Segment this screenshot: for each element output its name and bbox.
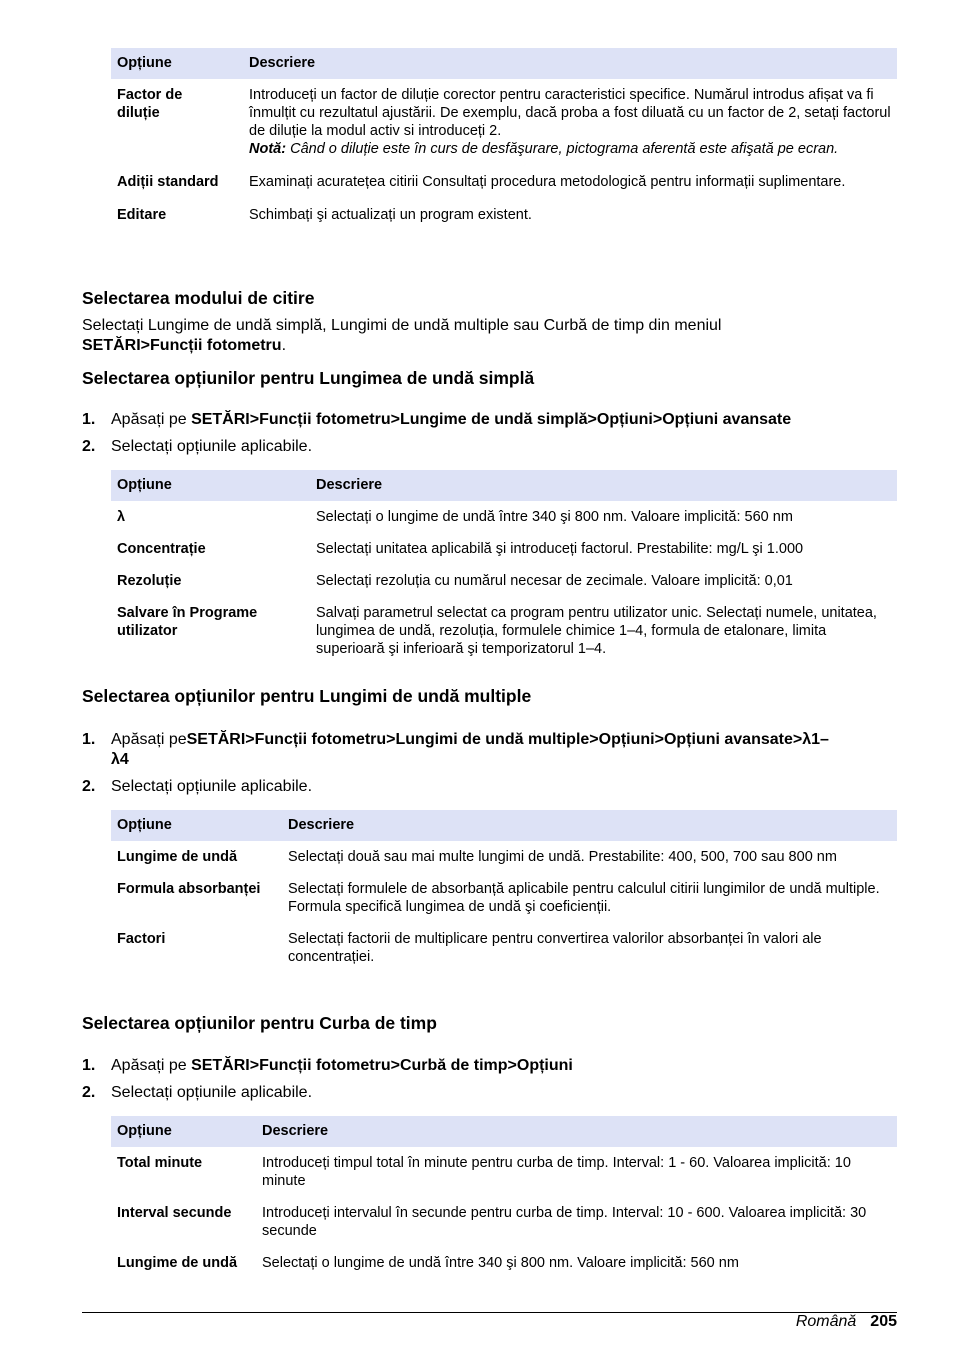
- section-paragraph: [82, 316, 897, 356]
- column-header-option: Opțiune: [111, 1116, 256, 1147]
- table-row: [111, 1147, 897, 1196]
- description-cell: Schimbați şi actualizați un program existent.: [249, 207, 532, 223]
- section-heading-single-wavelength: Selectarea opțiunilor pentru Lungimea de undă simplă: [82, 368, 535, 388]
- footer-divider: [82, 1312, 897, 1313]
- step-text: Selectați opțiunile aplicabile.: [111, 1084, 313, 1101]
- step-item: [82, 410, 897, 430]
- description-cell: Salvați parametrul selectat ca program pentru utilizator unic. Selectați numele, unitatea, lungimea de undă, rezoluția, formulele chimice 1–4, formula de etalonare, limita superioară şi inferioară şi temporizatorul 1–4.: [316, 605, 877, 657]
- table-header-row: [111, 48, 897, 79]
- step-item: [82, 1056, 897, 1076]
- menu-path: SETĂRI>Funcții fotometru: [82, 337, 282, 354]
- description-cell: Selectați două sau mai multe lungimi de undă. Prestabilite: 400, 500, 700 sau 800 nm: [288, 849, 837, 865]
- step-number: 1.: [82, 411, 96, 428]
- column-header-description: Descriere: [282, 810, 897, 841]
- page-footer: [796, 1313, 897, 1331]
- step-item: [82, 437, 897, 457]
- options-table-3: [111, 810, 897, 972]
- option-cell: λ: [117, 509, 126, 525]
- table-header-row: [111, 810, 897, 841]
- option-cell: Total minute: [117, 1155, 203, 1171]
- column-header-description: Descriere: [243, 48, 897, 79]
- step-text: [111, 1056, 897, 1076]
- table-row: [111, 596, 897, 664]
- step-lead: Apăsați pe: [111, 1057, 192, 1074]
- table-row: [111, 79, 897, 164]
- paragraph-text: Selectați Lungime de undă simplă, Lungimi de undă multiple sau Curbă de timp din meniul: [82, 317, 722, 334]
- option-cell: Formula absorbanței: [117, 881, 261, 897]
- description-cell: Selectați unitatea aplicabilă şi introduceți factorul. Prestabilite: mg/L şi 1.000: [316, 541, 804, 557]
- option-cell: Rezoluție: [117, 573, 182, 589]
- step-item: [82, 1083, 897, 1103]
- table-row: [111, 1196, 897, 1246]
- description-cell: Selectați o lungime de undă între 340 şi 800 nm. Valoare implicită: 560 nm: [262, 1255, 739, 1271]
- table-row: [111, 872, 897, 922]
- option-cell: Factori: [117, 931, 166, 947]
- column-header-option: Opțiune: [111, 48, 243, 79]
- table-row: [111, 532, 897, 564]
- step-text: Selectați opțiunile aplicabile.: [111, 778, 313, 795]
- table-row: [111, 564, 897, 596]
- column-header-description: Descriere: [310, 470, 897, 501]
- table-row: [111, 197, 897, 230]
- options-table-4: [111, 1116, 897, 1278]
- step-text: [111, 410, 897, 430]
- section-heading-multi-wavelength: Selectarea opțiunilor pentru Lungimi de undă multiple: [82, 686, 532, 706]
- table-header-row: [111, 1116, 897, 1147]
- option-cell: Editare: [117, 207, 167, 223]
- description-cell: Introduceți intervalul în secunde pentru curba de timp. Interval: 10 - 600. Valoarea implicită: 30 secunde: [262, 1205, 867, 1239]
- description-cell: Selectați factorii de multiplicare pentru convertirea valorilor absorbanței în valori ale concentrației.: [288, 931, 822, 965]
- table-header-row: [111, 470, 897, 501]
- description-text: Introduceți un factor de diluție corector pentru caracteristici specifice. Numărul introdus afișat va fi înmulțit cu rezultatul ajustării. De exemplu, dacă proba a fost diluată cu un factor de 2, setați factorul de diluție la modul activ si introduceți 2.: [249, 87, 891, 139]
- step-number: 2.: [82, 438, 96, 455]
- step-item: [82, 730, 897, 770]
- step-number: 2.: [82, 1084, 96, 1101]
- step-text: Selectați opțiunile aplicabile.: [111, 438, 313, 455]
- menu-path: SETĂRI>Funcții fotometru>Lungime de undă simplă>Opțiuni>Opțiuni avansate: [191, 411, 792, 428]
- option-cell: Concentrație: [117, 541, 206, 557]
- option-cell: Lungime de undă: [117, 1255, 238, 1271]
- step-item: [82, 777, 897, 797]
- step-number: 1.: [82, 731, 96, 748]
- option-cell: Factor de diluție: [117, 87, 183, 121]
- description-cell: Selectați formulele de absorbanță aplicabile pentru calculul citirii lungimilor de undă multiple. Formula specifică lungimea de undă şi coeficienții.: [288, 881, 880, 915]
- page-number: 205: [870, 1313, 897, 1330]
- menu-path: SETĂRI>Funcții fotometru>Curbă de timp>Opțiuni: [191, 1057, 573, 1074]
- description-cell: [243, 79, 897, 164]
- option-cell: Lungime de undă: [117, 849, 238, 865]
- column-header-option: Opțiune: [111, 470, 310, 501]
- step-text: [111, 730, 831, 770]
- table-row: [111, 164, 897, 197]
- column-header-option: Opțiune: [111, 810, 282, 841]
- step-number: 2.: [82, 778, 96, 795]
- option-cell: Adiții standard: [117, 174, 219, 190]
- description-cell: Selectați rezoluția cu numărul necesar de zecimale. Valoare implicită: 0,01: [316, 573, 793, 589]
- step-lead: Apăsați pe: [111, 731, 187, 748]
- table-row: [111, 841, 897, 872]
- options-table-2: [111, 470, 897, 664]
- footer-language: Română: [795, 1313, 857, 1330]
- table-row: [111, 501, 897, 532]
- options-table-1: [111, 48, 897, 230]
- option-cell: Interval secunde: [117, 1205, 232, 1221]
- note-label: Notă:: [249, 141, 287, 157]
- description-cell: Examinați acuratețea citirii Consultați procedura metodologică pentru informații suplimentare.: [249, 174, 846, 190]
- table-row: [111, 1246, 897, 1278]
- description-cell: Selectați o lungime de undă între 340 şi 800 nm. Valoare implicită: 560 nm: [316, 509, 793, 525]
- step-number: 1.: [82, 1057, 96, 1074]
- section-heading-time-curve: Selectarea opțiunilor pentru Curba de timp: [82, 1013, 437, 1033]
- paragraph-end: .: [281, 337, 287, 354]
- note-text: Când o diluție este în curs de desfăşurare, pictograma aferentă este afişată pe ecran.: [290, 141, 839, 157]
- column-header-description: Descriere: [256, 1116, 897, 1147]
- option-cell: Salvare în Programe utilizator: [117, 605, 258, 639]
- table-row: [111, 922, 897, 972]
- menu-path: SETĂRI>Funcții fotometru>Lungimi de undă multiple>Opțiuni>Opțiuni avansate>λ1–λ4: [111, 731, 829, 768]
- step-lead: Apăsați pe: [111, 411, 192, 428]
- section-heading-reading-mode: Selectarea modului de citire: [82, 288, 315, 308]
- description-cell: Introduceți timpul total în minute pentru curba de timp. Interval: 1 - 60. Valoarea implicită: 10 minute: [262, 1155, 851, 1189]
